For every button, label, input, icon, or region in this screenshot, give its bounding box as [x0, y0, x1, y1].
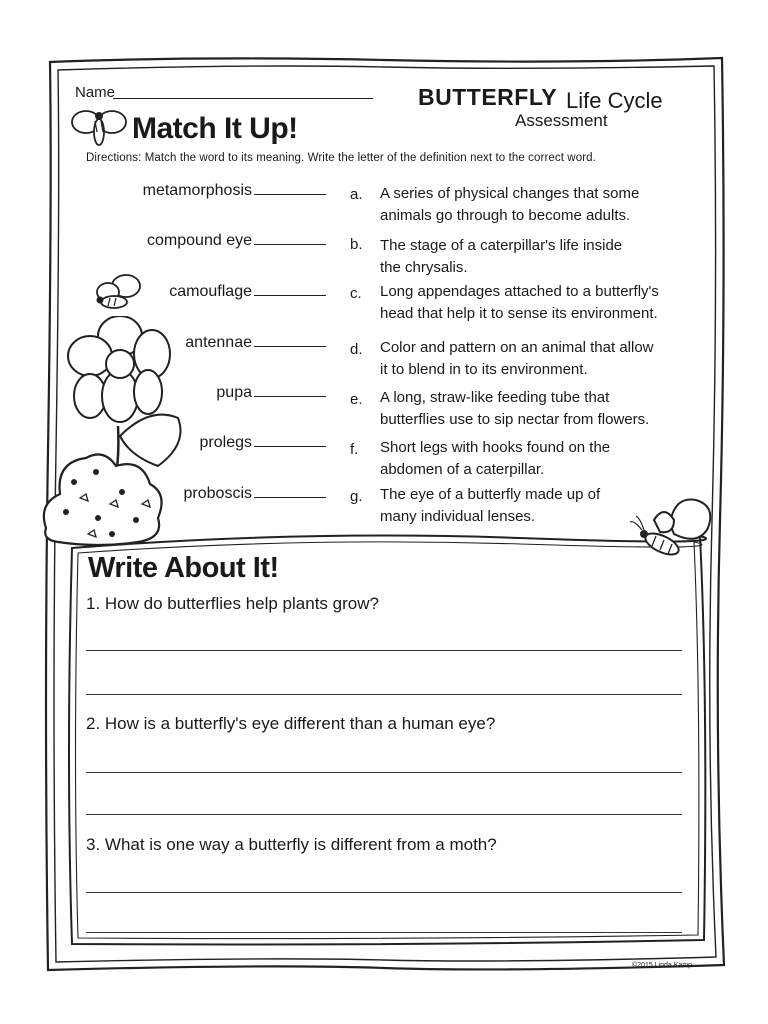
definition-text: A long, straw-like feeding tube that butterflies use to sip nectar from flowers.: [380, 389, 650, 428]
match-word: camouflage: [106, 283, 326, 301]
definition-letter: f.: [350, 441, 359, 458]
title-sub: Life Cycle: [566, 88, 663, 113]
title-main: BUTTERFLY: [418, 84, 558, 110]
question-text: 3. What is one way a butterfly is different from a moth?: [86, 835, 497, 854]
answer-blank[interactable]: [254, 384, 326, 397]
definition-text: Long appendages attached to a butterfly's head that help it to sense its environment.: [380, 283, 659, 322]
answer-blank[interactable]: [254, 434, 326, 447]
title-assessment: Assessment: [515, 111, 608, 130]
write-heading: Write About It!: [88, 552, 279, 584]
definition-letter: b.: [350, 236, 363, 253]
name-field[interactable]: [113, 98, 373, 99]
definition-letter: e.: [350, 391, 363, 408]
match-word: compound eye: [106, 232, 326, 250]
definition-text: The stage of a caterpillar's life inside the chrysalis.: [380, 237, 623, 276]
match-word: metamorphosis: [106, 182, 326, 200]
answer-blank[interactable]: [254, 334, 326, 347]
question-text: 1. How do butterflies help plants grow?: [86, 594, 379, 613]
answer-line[interactable]: [86, 932, 682, 933]
definition-text: Color and pattern on an animal that allow it to blend in to its environment.: [380, 339, 654, 378]
match-word: antennae: [106, 334, 326, 352]
definition-letter: a.: [350, 186, 363, 203]
directions-text: Directions: Match the word to its meaning. Write the letter of the definition next to the correct word.: [86, 152, 596, 164]
definition-text: The eye of a butterfly made up of many individual lenses.: [380, 486, 601, 525]
definition-text: Short legs with hooks found on the abdomen of a caterpillar.: [380, 439, 611, 478]
answer-blank[interactable]: [254, 232, 326, 245]
answer-blank[interactable]: [254, 485, 326, 498]
answer-line[interactable]: [86, 772, 682, 773]
answer-line[interactable]: [86, 694, 682, 695]
definition-letter: d.: [350, 341, 363, 358]
copyright-text: ©2015 Linda Kamp: [632, 962, 693, 969]
answer-line[interactable]: [86, 892, 682, 893]
question-text: 2. How is a butterfly's eye different than a human eye?: [86, 714, 496, 733]
definition-letter: c.: [350, 285, 362, 302]
definition-letter: g.: [350, 488, 363, 505]
answer-line[interactable]: [86, 814, 682, 815]
answer-line[interactable]: [86, 650, 682, 651]
butterfly-icon: [68, 108, 130, 150]
match-word: pupa: [106, 384, 326, 402]
answer-blank[interactable]: [254, 182, 326, 195]
name-label: Name: [75, 84, 116, 101]
match-heading: Match It Up!: [132, 112, 298, 145]
answer-blank[interactable]: [254, 283, 326, 296]
definition-text: A series of physical changes that some animals go through to become adults.: [380, 185, 640, 224]
match-word: proboscis: [106, 485, 326, 503]
match-word: prolegs: [106, 434, 326, 452]
